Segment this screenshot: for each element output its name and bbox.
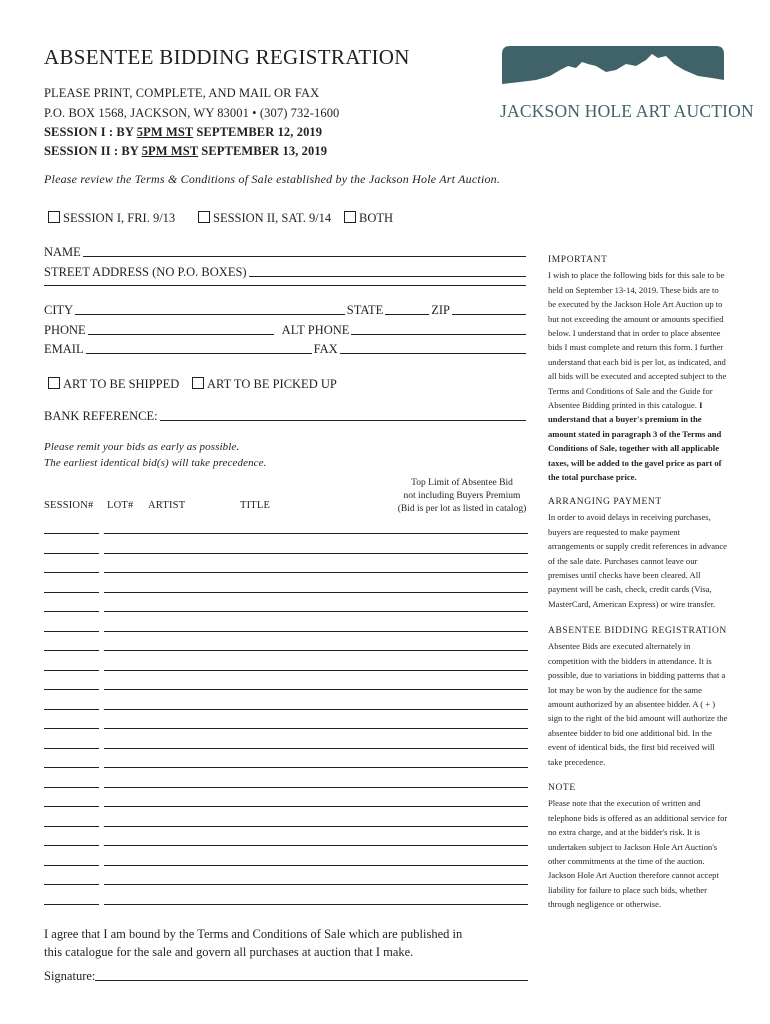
signature-field[interactable] [44,969,530,984]
bid-row-session-line[interactable] [44,728,99,729]
session-2-checkbox[interactable] [198,211,210,223]
note-heading: NOTE [548,783,576,793]
zip-label: ZIP [431,303,450,317]
bid-row-session-line[interactable] [44,553,99,554]
city-label: CITY [44,303,74,317]
phone-field[interactable] [44,323,528,338]
bid-row-line[interactable] [104,806,528,807]
bid-row-session-line[interactable] [44,865,99,866]
payment-text: In order to avoid delays in receiving purchases, buyers are requested to make payment arrangements or supply credit references in advance of the sale date. Purchases cannot leave our premises until checks have been cleared. All payment will be cash, check, credit cards (Visa, MasterCard, American Express) or wire transfer. [548,512,727,609]
email-label: EMAIL [44,342,84,356]
both-sessions-label: BOTH [359,211,394,225]
bid-row-line[interactable] [104,670,528,671]
street-line[interactable] [249,276,526,277]
session-2-time: 5PM MST [141,144,199,158]
bid-row-session-line[interactable] [44,806,99,807]
pickup-label: ART TO BE PICKED UP [207,377,337,391]
fax-line[interactable] [340,353,526,354]
important-bold-text: I understand that a buyer's premium in the amount stated in paragraph 3 of the Terms and Conditions of Sale, together with all applicable taxes, will be added to the gavel price as part of the total purchase price. [548,400,722,483]
bid-row-line[interactable] [104,767,528,768]
artist-column-header: ARTIST [148,500,186,511]
bid-row-line[interactable] [104,689,528,690]
pickup-checkbox[interactable] [192,377,204,389]
bid-row-line[interactable] [104,904,528,905]
important-section [548,253,728,485]
phone-line[interactable] [88,334,274,335]
bid-row-line[interactable] [104,845,528,846]
session-2-deadline [44,144,327,159]
agreement-line-1: I agree that I am bound by the Terms and Conditions of Sale which are published in [44,927,463,941]
important-text: I wish to place the following bids for this sale to be held on September 13-14, 2019. These bids are to be executed by the Jackson Hole Art Auction up to but not exceeding the amount or amounts specified below. I understand that in order to place absentee bids I must complete and return this form. I further understand that each bid is per lot, as indicated, and all bids will be executed and accepted subject to the Terms and Conditions of Sale and the Guide for Absentee Bidding printed in this catalogue. [548,270,727,411]
bid-row-line[interactable] [104,611,528,612]
session-2-option[interactable] [198,211,331,226]
agreement-text [44,925,462,961]
bank-reference-line[interactable] [160,420,526,421]
absentee-heading: ABSENTEE BIDDING REGISTRATION [548,626,727,636]
important-body [548,268,728,484]
email-line[interactable] [86,353,312,354]
name-field[interactable] [44,245,528,260]
bid-row-line[interactable] [104,572,528,573]
session-1-deadline [44,125,322,140]
bid-row-session-line[interactable] [44,904,99,905]
pickup-option[interactable] [192,377,337,392]
bid-row-line[interactable] [104,650,528,651]
signature-line[interactable] [95,980,528,981]
absentee-section [548,624,728,769]
both-sessions-checkbox[interactable] [344,211,356,223]
session-2-date: SEPTEMBER 13, 2019 [198,144,328,158]
remit-line-1: Please remit your bids as early as possible. [44,441,240,453]
session-1-option[interactable] [48,211,175,226]
street-label: STREET ADDRESS (NO P.O. BOXES) [44,265,247,279]
bid-row-session-line[interactable] [44,572,99,573]
bid-row-session-line[interactable] [44,845,99,846]
remit-line-2: The earliest identical bid(s) will take precedence. [44,457,267,469]
bid-limit-line-1: Top Limit of Absentee Bid [411,478,513,488]
bid-row-session-line[interactable] [44,884,99,885]
session-2-label: SESSION II, SAT. 9/14 [213,211,332,225]
auction-logo [500,46,754,126]
bid-row-session-line[interactable] [44,689,99,690]
payment-heading: ARRANGING PAYMENT [548,497,662,507]
logo-wordmark: JACKSON HOLE ART AUCTION [500,101,754,121]
session-2-prefix: SESSION II : BY [44,144,142,158]
fax-label: FAX [313,342,338,356]
payment-section [548,495,728,611]
city-state-zip-field[interactable] [44,303,528,318]
bid-row-line[interactable] [104,553,528,554]
mailing-address: P.O. BOX 1568, JACKSON, WY 83001 • (307) 732-1600 [44,106,340,120]
bid-row-session-line[interactable] [44,611,99,612]
bid-row-session-line[interactable] [44,592,99,593]
absentee-text: Absentee Bids are executed alternately in competition with the bidders in attendance. It is possible, due to variations in bidding patterns that a lot may be won by the audience for the same amount authorized by an absentee bidder. A ( + ) sign to the right of the bid amount will authorize the absentee bidder to bid one additional bid. In the event of identical bids, the first bid received will take precedence. [548,641,728,767]
bid-row-session-line[interactable] [44,787,99,788]
bid-row-line[interactable] [104,748,528,749]
bid-row-line[interactable] [104,709,528,710]
mountain-logo-icon [502,46,724,98]
street-field-2[interactable] [44,285,528,289]
street-field[interactable] [44,265,528,280]
bid-row-line[interactable] [104,787,528,788]
bid-row-line[interactable] [104,884,528,885]
form-title: ABSENTEE BIDDING REGISTRATION [44,45,410,69]
session-1-checkbox[interactable] [48,211,60,223]
bid-row-session-line[interactable] [44,826,99,827]
bid-row-session-line[interactable] [44,533,99,534]
bid-row-line[interactable] [104,592,528,593]
mail-instruction: PLEASE PRINT, COMPLETE, AND MAIL OR FAX [44,86,320,100]
review-terms-note: Please review the Terms & Conditions of Sale established by the Jackson Hole Art Auction. [44,172,501,186]
bank-reference-field[interactable] [44,409,528,424]
alt-phone-label: ALT PHONE [281,323,350,337]
bid-row-session-line[interactable] [44,748,99,749]
note-section [548,781,728,912]
important-heading: IMPORTANT [548,255,608,265]
agreement-line-2: this catalogue for the sale and govern all purchases at auction that I make. [44,945,414,959]
ship-option[interactable] [48,377,179,392]
bid-row-session-line[interactable] [44,709,99,710]
bid-row-session-line[interactable] [44,631,99,632]
city-line[interactable] [75,314,345,315]
ship-label: ART TO BE SHIPPED [63,377,180,391]
state-label: STATE [346,303,384,317]
bid-row-line[interactable] [104,631,528,632]
bid-row-line[interactable] [104,826,528,827]
session-1-date: SEPTEMBER 12, 2019 [193,125,323,139]
bid-row-line[interactable] [104,533,528,534]
remit-note [44,439,267,471]
both-sessions-option[interactable] [344,211,393,226]
state-line[interactable] [385,314,429,315]
bid-row-line[interactable] [104,728,528,729]
session-1-label: SESSION I, FRI. 9/13 [63,211,176,225]
name-line[interactable] [83,256,526,257]
bid-limit-line-3: (Bid is per lot as listed in catalog) [397,504,527,514]
lot-column-header: LOT# [107,500,134,511]
email-field[interactable] [44,342,528,357]
street-line-2[interactable] [44,285,526,286]
title-column-header: TITLE [240,500,271,511]
bid-row-line[interactable] [104,865,528,866]
bid-row-session-line[interactable] [44,767,99,768]
ship-checkbox[interactable] [48,377,60,389]
bid-row-session-line[interactable] [44,650,99,651]
session-1-prefix: SESSION I : BY [44,125,137,139]
note-text: Please note that the execution of written and telephone bids is offered as an additional service for no extra charge, and at the bidder's risk. It is undertaken subject to Jackson Hole Art Auction's other commitments at the time of the auction. Jackson Hole Art Auction therefore cannot accept liability for failure to place such bids, whether through negligence or otherwise. [548,798,728,910]
bid-limit-column-header [392,477,532,516]
session-1-time: 5PM MST [136,125,194,139]
bank-reference-label: BANK REFERENCE: [44,409,158,423]
session-column-header: SESSION# [44,500,94,511]
phone-label: PHONE [44,323,86,337]
bid-limit-line-2: not including Buyers Premium [403,491,521,501]
name-label: NAME [44,245,81,259]
zip-line[interactable] [452,314,526,315]
alt-phone-line[interactable] [351,334,526,335]
bid-row-session-line[interactable] [44,670,99,671]
signature-label: Signature: [44,969,96,983]
